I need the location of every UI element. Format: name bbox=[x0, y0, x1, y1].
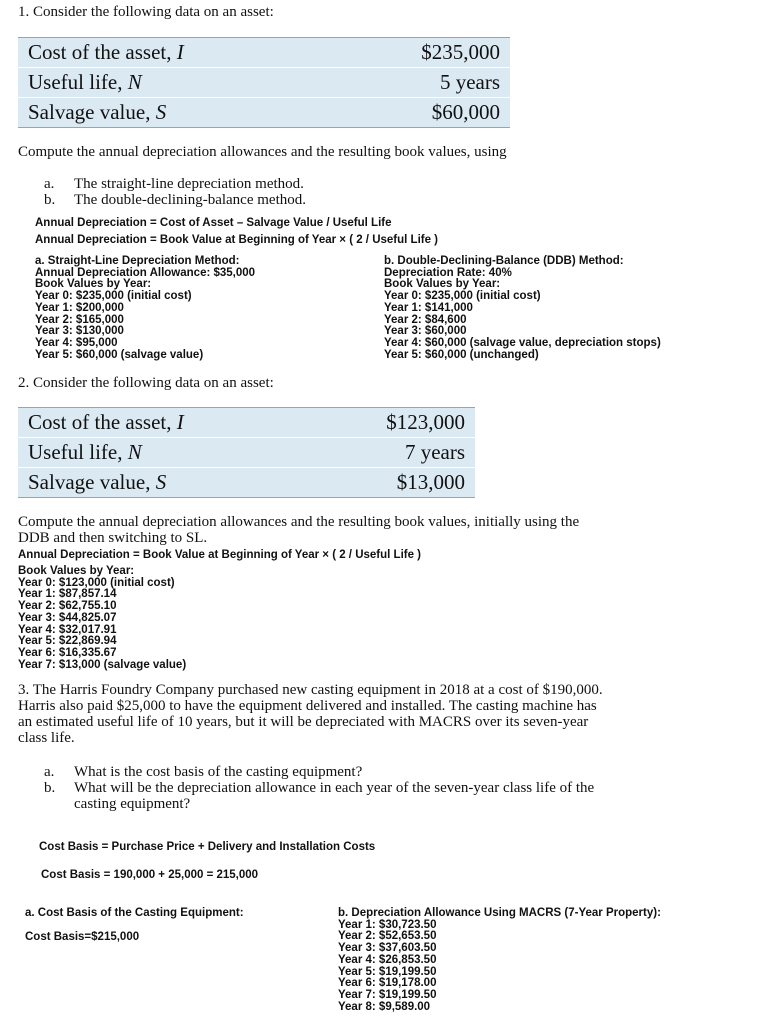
table-row-label-text: Salvage value, bbox=[28, 100, 156, 124]
q3-paragraph bbox=[18, 682, 603, 746]
table-row bbox=[18, 68, 510, 98]
q1-data-table bbox=[18, 37, 510, 128]
q1-item-b bbox=[18, 192, 306, 208]
answer-line: Book Values by Year: bbox=[35, 278, 152, 291]
answer-line: Annual Depreciation Allowance: $35,000 bbox=[35, 266, 256, 279]
q1-formula-sl: Annual Depreciation = Cost of Asset – Salvage Value / Useful Life bbox=[35, 217, 392, 229]
q2-formula: Annual Depreciation = Book Value at Beginning of Year × ( 2 / Useful Life ) bbox=[18, 549, 422, 561]
q3-para-line1: 3. The Harris Foundry Company purchased new casting equipment in 2018 at a cost of $190,000. bbox=[18, 682, 603, 698]
table-row-value: $123,000 bbox=[386, 410, 465, 434]
answer-line: Year 2: $84,600 bbox=[384, 313, 467, 326]
q2-answer bbox=[18, 566, 186, 671]
q1-item-b-text: The double-declining-balance method. bbox=[74, 192, 306, 208]
answer-line: Year 1: $30,723.50 bbox=[338, 918, 437, 931]
answer-line: Book Values by Year: bbox=[18, 565, 135, 577]
answer-line: Year 3: $130,000 bbox=[35, 325, 124, 338]
answer-line: Year 4: $95,000 bbox=[35, 336, 118, 349]
table-row-label-text: Salvage value, bbox=[28, 470, 156, 494]
q3-item-b-text-line2: casting equipment? bbox=[74, 796, 191, 812]
q1-method-list bbox=[18, 176, 306, 208]
q3-para-line2: Harris also paid $25,000 to have the equipment delivered and installed. The casting machine has bbox=[18, 698, 597, 714]
q1-sl-answer bbox=[35, 256, 255, 361]
answer-line: Year 3: $44,825.07 bbox=[18, 611, 117, 624]
answer-line: Year 0: $235,000 (initial cost) bbox=[35, 290, 192, 303]
q3-item-b-cont bbox=[18, 796, 594, 812]
table-row bbox=[18, 468, 475, 497]
table-row-value: 5 years bbox=[439, 70, 500, 94]
answer-line: Year 2: $165,000 bbox=[35, 313, 124, 326]
q1-item-b-marker: b. bbox=[44, 192, 56, 208]
q1-item-a bbox=[18, 176, 306, 192]
q2-prompt-line2: DDB and then switching to SL. bbox=[18, 530, 208, 546]
table-row bbox=[18, 98, 510, 127]
answer-line: Year 3: $60,000 bbox=[384, 325, 467, 338]
table-row-variable: S bbox=[155, 470, 167, 494]
answer-line: Year 5: $60,000 (salvage value) bbox=[35, 348, 204, 361]
answer-line: Year 7: $19,199.50 bbox=[338, 988, 437, 1001]
answer-line: Year 2: $62,755.10 bbox=[18, 600, 117, 613]
answer-line: Year 2: $52,653.50 bbox=[338, 930, 437, 943]
table-row bbox=[18, 438, 475, 468]
answer-line: Year 8: $9,589.00 bbox=[338, 1000, 431, 1013]
answer-line: b. Double-Declining-Balance (DDB) Method: bbox=[384, 255, 624, 267]
table-row bbox=[18, 38, 510, 68]
table-row-value: $60,000 bbox=[431, 100, 500, 124]
table-row-label-text: Cost of the asset, bbox=[28, 410, 177, 434]
answer-line: Year 0: $123,000 (initial cost) bbox=[18, 576, 175, 589]
answer-line: Year 5: $60,000 (unchanged) bbox=[384, 348, 539, 361]
q3-macrs-answer bbox=[338, 908, 661, 1013]
table-row-value: $235,000 bbox=[421, 40, 500, 64]
table-row bbox=[18, 408, 475, 438]
table-row-variable: I bbox=[176, 40, 184, 64]
q1-ddb-answer bbox=[384, 256, 661, 361]
table-row-label bbox=[28, 98, 166, 127]
q3-item-b-text-line1: What will be the depreciation allowance in each year of the seven-year class life of the bbox=[74, 780, 595, 796]
q3-para-line3: an estimated useful life of 10 years, but it will be depreciated with MACRS over its seven-year bbox=[18, 714, 589, 730]
q3-para-line4: class life. bbox=[18, 730, 75, 746]
answer-line: Year 5: $19,199.50 bbox=[338, 965, 437, 978]
q3-item-a bbox=[18, 764, 594, 780]
answer-line: Year 6: $19,178.00 bbox=[338, 977, 437, 990]
answer-line: Year 4: $26,853.50 bbox=[338, 953, 437, 966]
q3-answer-a-title: a. Cost Basis of the Casting Equipment: bbox=[25, 907, 244, 919]
q3-item-a-text: What is the cost basis of the casting equipment? bbox=[74, 764, 363, 780]
table-row-label-text: Useful life, bbox=[28, 440, 128, 464]
answer-line: b. Depreciation Allowance Using MACRS (7-Year Property): bbox=[338, 907, 661, 919]
answer-line: Year 4: $32,017.91 bbox=[18, 623, 117, 636]
table-row-value: 7 years bbox=[404, 440, 465, 464]
table-row-label bbox=[28, 438, 142, 467]
q3-item-b bbox=[18, 780, 594, 796]
answer-line: a. Straight-Line Depreciation Method: bbox=[35, 255, 240, 267]
q2-heading: 2. Consider the following data on an asset: bbox=[18, 375, 274, 391]
q1-item-a-text: The straight-line depreciation method. bbox=[74, 176, 304, 192]
table-row-label bbox=[28, 468, 166, 497]
table-row-variable: S bbox=[155, 100, 167, 124]
table-row-variable: N bbox=[127, 440, 142, 464]
q3-formula-cost-basis: Cost Basis = Purchase Price + Delivery and Installation Costs bbox=[39, 841, 376, 853]
answer-line: Depreciation Rate: 40% bbox=[384, 266, 512, 279]
q1-item-a-marker: a. bbox=[44, 176, 55, 192]
q1-heading: 1. Consider the following data on an asset: bbox=[18, 4, 274, 20]
answer-line: Year 1: $200,000 bbox=[35, 301, 124, 314]
answer-line: Book Values by Year: bbox=[384, 278, 501, 291]
q3-formula-calculation: Cost Basis = 190,000 + 25,000 = 215,000 bbox=[41, 869, 259, 881]
q2-prompt-line1: Compute the annual depreciation allowances and the resulting book values, initially using the bbox=[18, 514, 580, 530]
answer-line: Year 1: $87,857.14 bbox=[18, 588, 117, 601]
q1-prompt: Compute the annual depreciation allowances and the resulting book values, using bbox=[18, 144, 507, 160]
answer-line: Year 4: $60,000 (salvage value, depreciation stops) bbox=[384, 336, 661, 349]
table-row-label bbox=[28, 38, 184, 67]
table-row-label-text: Cost of the asset, bbox=[28, 40, 177, 64]
table-row-label bbox=[28, 408, 184, 437]
answer-line: Year 7: $13,000 (salvage value) bbox=[18, 658, 187, 671]
table-row-label-text: Useful life, bbox=[28, 70, 128, 94]
table-row-value: $13,000 bbox=[396, 470, 465, 494]
table-row-label bbox=[28, 68, 142, 97]
q3-question-list bbox=[18, 764, 594, 812]
answer-line: Year 0: $235,000 (initial cost) bbox=[384, 290, 541, 303]
answer-line: Year 3: $37,603.50 bbox=[338, 942, 437, 955]
q1-formula-ddb: Annual Depreciation = Book Value at Beginning of Year × ( 2 / Useful Life ) bbox=[35, 234, 439, 246]
answer-line: Year 5: $22,869.94 bbox=[18, 635, 117, 648]
q3-answer-a-value: Cost Basis=$215,000 bbox=[25, 931, 140, 943]
table-row-variable: N bbox=[127, 70, 142, 94]
answer-line: Year 1: $141,000 bbox=[384, 301, 473, 314]
table-row-variable: I bbox=[176, 410, 184, 434]
q2-data-table bbox=[18, 407, 475, 498]
q3-item-a-marker: a. bbox=[44, 764, 55, 780]
q3-item-b-marker: b. bbox=[44, 780, 56, 796]
answer-line: Year 6: $16,335.67 bbox=[18, 646, 117, 659]
